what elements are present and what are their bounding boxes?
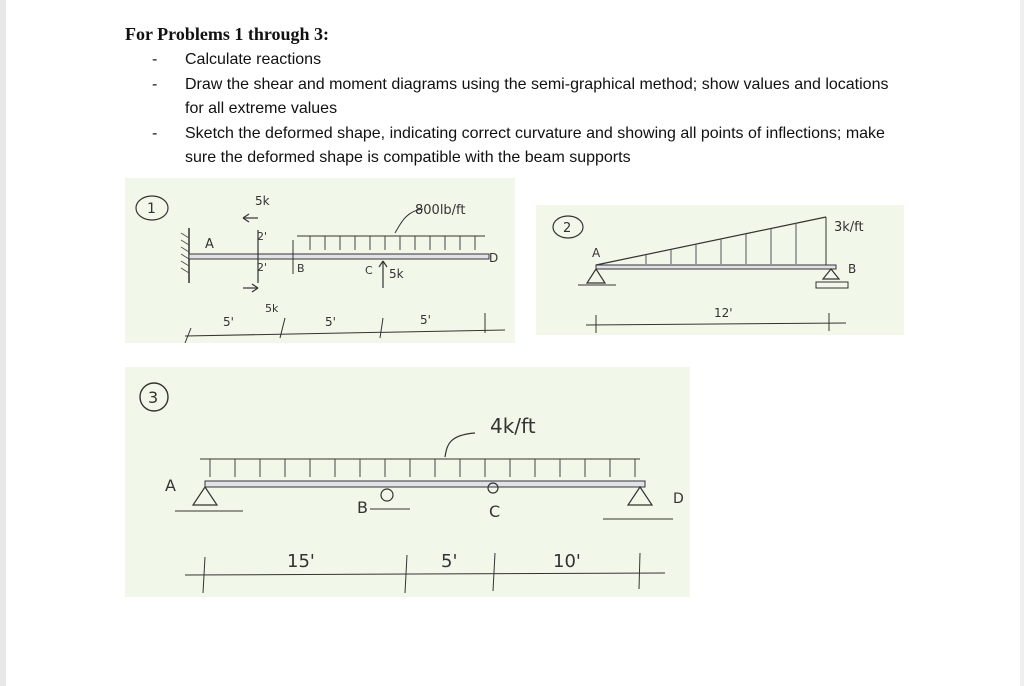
beam bbox=[189, 254, 489, 259]
problems-heading: For Problems 1 through 3: bbox=[125, 24, 330, 44]
problem-number: 2 bbox=[563, 221, 572, 236]
instruction-item bbox=[150, 73, 910, 121]
label-d: D bbox=[489, 251, 499, 265]
dim-1: 15' bbox=[287, 551, 315, 572]
problem-number: 3 bbox=[148, 388, 159, 407]
problem-number: 1 bbox=[147, 201, 156, 217]
instruction-item bbox=[150, 122, 910, 170]
arm-bottom-label: 2' bbox=[257, 261, 268, 274]
problem-2-sketch bbox=[536, 205, 904, 335]
distributed-load-label: 800lb/ft bbox=[415, 203, 466, 218]
beam bbox=[596, 265, 836, 269]
page-left-edge bbox=[0, 0, 6, 686]
label-a: A bbox=[592, 246, 601, 260]
instruction-item bbox=[150, 48, 910, 72]
load-top-label: 5k bbox=[255, 194, 270, 208]
problem-3-figure bbox=[125, 367, 690, 597]
label-b: B bbox=[297, 262, 305, 275]
span-label: 12' bbox=[714, 306, 733, 320]
dim-2: 5' bbox=[441, 551, 458, 572]
bullet-dash: - bbox=[152, 76, 158, 93]
label-c: C bbox=[365, 264, 373, 277]
page-right-edge bbox=[1020, 0, 1024, 686]
distributed-load-label: 4k/ft bbox=[490, 414, 536, 438]
problem-2-figure bbox=[536, 205, 904, 335]
label-b: B bbox=[357, 498, 368, 517]
arm-top-label: 2' bbox=[257, 230, 268, 243]
dim-3: 10' bbox=[553, 551, 581, 572]
label-a: A bbox=[205, 237, 214, 252]
label-b: B bbox=[848, 262, 857, 276]
instruction-text: Draw the shear and moment diagrams using the semi-graphical method; show values and locations for all extreme values bbox=[185, 76, 889, 117]
instruction-text: Calculate reactions bbox=[185, 51, 322, 68]
bullet-dash: - bbox=[152, 51, 158, 68]
label-c: C bbox=[489, 502, 501, 521]
load-bottom-label: 5k bbox=[265, 302, 279, 315]
problem-3-sketch bbox=[125, 367, 690, 597]
bullet-dash: - bbox=[152, 125, 158, 142]
problem-1-figure bbox=[125, 178, 515, 343]
upward-load-label: 5k bbox=[389, 267, 404, 281]
dim-3: 5' bbox=[420, 313, 431, 327]
label-a: A bbox=[165, 476, 176, 495]
label-d: D bbox=[673, 491, 684, 507]
problem-1-sketch bbox=[125, 178, 515, 343]
dim-2: 5' bbox=[325, 315, 336, 329]
dim-1: 5' bbox=[223, 315, 234, 329]
instruction-list bbox=[150, 48, 910, 171]
beam bbox=[205, 481, 645, 487]
instruction-text: Sketch the deformed shape, indicating correct curvature and showing all points of inflections; make sure the deformed shape is compatible with the beam supports bbox=[185, 125, 885, 166]
distributed-load-label: 3k/ft bbox=[834, 220, 864, 235]
